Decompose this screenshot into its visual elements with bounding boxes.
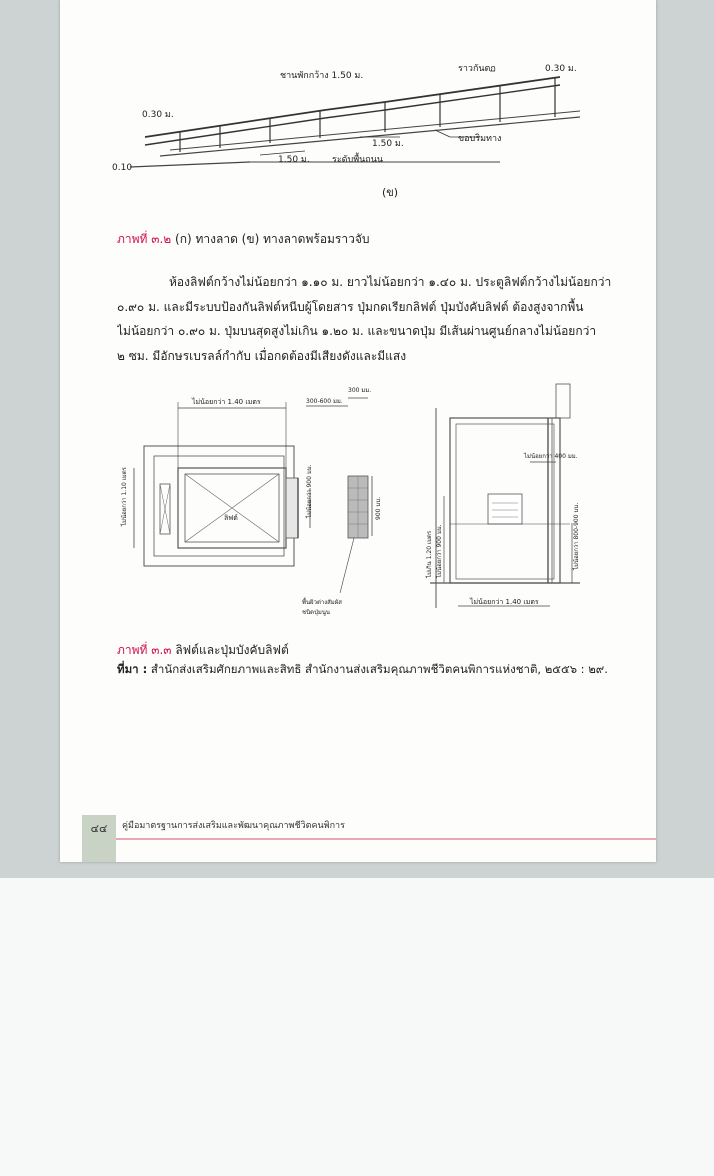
label-elev-rail: ไม่น้อยกว่า 800-900 มม. [573, 502, 580, 570]
footer-rule [116, 838, 656, 840]
label-guardrail: ราวกันตก [458, 64, 496, 74]
paragraph-line: ๒ ซม. มีอักษรเบรลล์กำกับ เมื่อกดต้องมีเสียงดังและมีแสง [117, 348, 407, 363]
label-street: ระดับพื้นถนน [332, 155, 384, 165]
label-tactile-note-2: ชนิดปุ่มนูน [302, 609, 331, 616]
ramp-handrail-figure [100, 55, 600, 205]
document-page [60, 0, 656, 862]
running-footer-title: คู่มือมาตรฐานการส่งเสริมและพัฒนาคุณภาพชีวิตคนพิการ [122, 821, 345, 831]
paragraph-line: ห้องลิฟต์กว้างไม่น้อยกว่า ๑.๑๐ ม. ยาวไม่น้อยกว่า ๑.๔๐ ม. ประตูลิฟต์กว้างไม่น้อยกว่า [169, 275, 612, 289]
caption-figure-3-2-text: (ก) ทางลาด (ข) ทางลาดพร้อมราวจับ [171, 232, 370, 246]
label-seg-left: 1.50 ม. [278, 155, 310, 165]
label-tactile-note-1: พื้นผิวต่างสัมผัส [302, 599, 342, 606]
caption-figure-3-3-label: ภาพที่ ๓.๓ [117, 643, 172, 657]
caption-figure-3-2 [117, 230, 370, 249]
source-text: สำนักส่งเสริมศักยภาพและสิทธิ สำนักงานส่งเสริมคุณภาพชีวิตคนพิการแห่งชาติ, ๒๕๕๖ : ๒๙. [147, 662, 608, 676]
caption-figure-3-3-text: ลิฟต์และปุ่มบังคับลิฟต์ [171, 643, 289, 657]
label-curb: ขอบริมทาง [458, 134, 502, 144]
caption-figure-3-2-label: ภาพที่ ๓.๒ [117, 232, 172, 246]
label-offset-300: 300 มม. [348, 387, 372, 394]
label-left-height: 0.10 [112, 163, 133, 173]
label-tactile-depth: 900 มม. [375, 496, 382, 520]
label-door-width: ไม่น้อยกว่า 900 มม. [306, 464, 313, 518]
label-elev-height-1: ไม่เกิน 1.20 เมตร [426, 530, 433, 578]
label-elev-400: ไม่น้อยกว่า 400 มม. [524, 453, 578, 460]
paragraph-line: ไม่น้อยกว่า ๐.๙๐ ม. ปุ่มบนสุดสูงไม่เกิน ๑.๒๐ ม. และขนาดปุ่ม มีเส้นผ่านศูนย์กลางไม่น้อยกว่า [117, 324, 597, 338]
label-rail-top: 0.30 ม. [545, 64, 577, 74]
label-plan-width: ไม่น้อยกว่า 1.40 เมตร [192, 398, 261, 406]
label-rail-left: 0.30 ม. [142, 110, 174, 120]
figure-source [117, 661, 608, 679]
label-elev-height-2: ไม่น้อยกว่า 900 มม. [436, 524, 443, 578]
caption-figure-3-3 [117, 641, 289, 660]
label-car: ลิฟต์ [224, 514, 238, 522]
label-elev-width: ไม่น้อยกว่า 1.40 เมตร [470, 598, 539, 606]
label-seg-right: 1.50 ม. [372, 139, 404, 149]
figure-a-sublabel: (ข) [382, 186, 399, 199]
elevator-figure [100, 378, 600, 628]
label-landing: ชานพักกว้าง 1.50 ม. [280, 71, 364, 81]
page-number: ๔๔ [82, 815, 116, 862]
paragraph-line: ๐.๙๐ ม. และมีระบบป้องกันลิฟต์หนีบผู้โดยสาร ปุ่มกดเรียกลิฟต์ ปุ่มบังคับลิฟต์ ต้องสูงจากพื้น [117, 299, 584, 314]
label-plan-depth: ไม่น้อยกว่า 1.10 เมตร [121, 467, 128, 526]
elevator-paragraph [117, 270, 643, 368]
source-label: ที่มา : [117, 662, 148, 676]
label-offset-range: 300-600 มม. [306, 398, 343, 405]
